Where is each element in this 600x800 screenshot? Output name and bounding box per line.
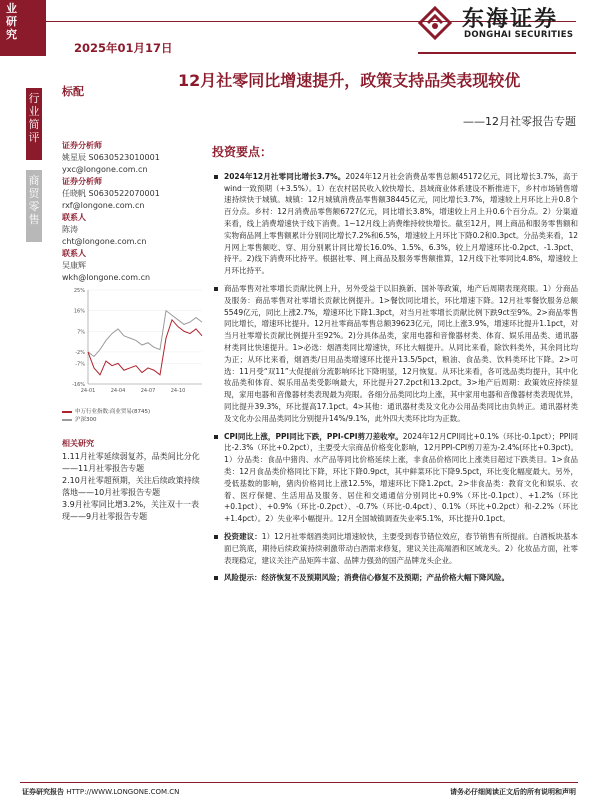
analyst-email[interactable]: rxf@longone.com.cn	[62, 201, 145, 210]
footer-rule	[20, 782, 578, 783]
analyst-name: 任晓帆 S0630522070001	[62, 189, 160, 198]
paragraph-text: 1）12月社零烟酒类同比增速较快，主要受到春节错位效应，春节销售有所提前。白酒板块基本面已筑底，期待后续政策持续刺激带动白酒需求修复，建议关注高端酒和区域龙头。2）化妆品方面，社零表现稳定，建议关注产品矩阵丰富、品牌力强劲的国产品牌龙头企业。	[224, 531, 578, 565]
y-tick-label: 7%	[77, 329, 85, 336]
paragraph-lead: 风险提示：	[224, 573, 262, 583]
paragraph	[212, 171, 578, 277]
footer-url[interactable]: HTTP://WWW.LONGONE.COM.CN	[66, 788, 180, 796]
report-subtitle: ——12月社零报告专题	[463, 115, 576, 128]
legend-swatch	[62, 419, 72, 421]
analyst-block	[62, 176, 202, 212]
analyst-role: 证券分析师	[62, 177, 102, 186]
side-label-industry: 行业简评	[26, 88, 42, 160]
y-tick-label: -2%	[75, 349, 85, 356]
analyst-email[interactable]: wkh@longone.com.cn	[62, 273, 151, 282]
y-tick-label: -7%	[75, 361, 85, 368]
related-research	[62, 438, 204, 523]
price-chart-svg	[62, 284, 207, 406]
related-item[interactable]: 2.10月社零超预期，关注后续政策持续落地——10月社零报告专题	[62, 476, 200, 497]
legend-label: 申万行业指数:商业贸易(8745)	[75, 409, 151, 415]
legend-swatch	[62, 411, 72, 413]
rating: 标配	[62, 85, 84, 98]
company-logo	[418, 0, 578, 48]
analyst-block	[62, 140, 202, 176]
related-title: 相关研究	[62, 439, 94, 448]
paragraph-text: 2024年12月社会消费品零售总额45172亿元，同比增长3.7%，高于wind一致预期（+3.5%）。1）在农村居民收入较快增长、县域商业体系建设不断推进下，乡村市场销售增速持续快于城镇。城镇：12月城镇消费品零售额38445亿元，同比增长3.7%，增速较上月环比上升0.8个百分点。乡村：12月消费品零售额6727亿元，同比增长3.8%，增速较上月上升0.6个百分点。2）分渠道来看，线上消费增速快于线下消费。1~12月线上消费维持较快增长。截至12月，网上商品和服务零售额和实物商品网上零售额累计分别同比增长7.2%和6.5%，增速较上月环比下降0.2和0.3pct。分品类来看，12月网上零售额吃、穿、用分别累计同比增长16.0%、1.5%、6.3%，较上月增速环比-0.2pct、-1.3pct、持平。2)线下消费环比持平。根据社零、网上商品及服务零售额推算，12月线下社零同比4.8%，增速较上月环比持平。	[224, 171, 578, 276]
legend-label: 沪深300	[75, 417, 97, 423]
related-item[interactable]: 1.11月社零延续弱复苏，品类间比分化——11月社零报告专题	[62, 452, 200, 473]
analyst-email[interactable]: yxc@longone.com.cn	[62, 165, 148, 174]
paragraph	[212, 531, 578, 566]
paragraph	[212, 431, 578, 525]
side-label-topic: 商贸零售	[26, 170, 42, 242]
price-chart	[62, 284, 207, 424]
footer-disclaimer-text: 请务必仔细阅读正文后的所有说明和声明	[450, 788, 576, 796]
brand-band-text: 业研究	[6, 2, 17, 41]
footer-disclaimer	[450, 787, 576, 797]
paragraph-lead: 投资建议：	[224, 531, 262, 541]
y-tick-label: -16%	[72, 382, 85, 388]
analyst-role: 证券分析师	[62, 141, 102, 150]
x-tick-label: 24-10	[170, 388, 186, 394]
y-tick-label: 25%	[73, 288, 85, 294]
logo-rule	[418, 52, 576, 54]
x-tick-label: 24-01	[80, 388, 96, 394]
related-item[interactable]: 3.9月社零同比增3.2%，关注双十一表现——9月社零报告专题	[62, 500, 200, 521]
paragraph-text: 经济恢复不及预期风险；消费信心修复不及预期；产品价格大幅下降风险。	[261, 573, 509, 583]
analyst-name: 姚星辰 S0630523010001	[62, 153, 160, 162]
series-line	[88, 311, 202, 357]
logo-mark-icon	[418, 6, 452, 40]
analyst-role: 联系人	[62, 213, 86, 222]
x-tick-label: 24-04	[110, 388, 126, 394]
paragraph-lead: 2024年12月社零同比增长3.7%。	[224, 171, 346, 181]
analyst-name: 陈涛	[62, 225, 78, 234]
paragraph-lead: CPI同比上涨，PPI同比下跌，PPI-CPI剪刀差收窄。	[224, 431, 403, 441]
analyst-role: 联系人	[62, 249, 86, 258]
logo-en-text: DONGHAI SECURITIES	[464, 30, 574, 40]
chart-legend	[62, 408, 212, 424]
footer-label: 证券研究报告	[22, 788, 64, 796]
paragraph	[212, 283, 578, 425]
section-title: 投资要点：	[212, 145, 273, 159]
paragraph-text: 2024年12月CPI同比+0.1%（环比-0.1pct）；PPI同比-2.3%（环比+0.2pct），主要受大宗商品价格变化影响，12月PPI-CPI剪刀差为-2.4%(环比+0.3pct)。1）分品类：食品中猪肉、水产品等同比价格延续上涨，非食品价格同比上涨类目超过下跌类目。1>食品类：12月食品类价格同比下降，环比下降0.9pct，其中鲜菜环比下降9.5pct，环比变化幅度最大。另外，受低基数的影响，猪肉价格同比上涨12.5%，增速环比下降1.2pct。2>非食品类：教育文化和娱乐、衣着、医疗保健、生活用品及服务、居住和交通通信分别同比+0.9%（环比-0.1pct）、+1.2%（环比+0.1pct）、+0.9%（环比-0.2pct）、-0.7%（环比-0.4pct）、0.1%（环比+0.2pct）和-2.2%（环比+1.4pct）。2）失业率小幅提升。12月全国城镇调查失业率5.1%，环比提升0.1pct。	[224, 431, 579, 524]
paragraph-text: 商品零售对社零增长贡献比例上升，另外受益于以旧换新、国补等政策，地产后周期表现亮眼。1）分商品及服务：商品零售对社零增长贡献比例提升。1>餐饮同比增长，环比增速下降。12月社零餐饮服务总额5549亿元，同比上涨2.7%，增速环比下降1.3pct，对当月社零增长贡献比例下跌9ct至9%。2>商品零售同比增长，增速环比提升。12月社零商品零售总额39623亿元，同比上涨3.9%，增速环比提升1.1pct，对当月社零增长贡献比例提升至92%。2)分具体品类，家用电器和音像器材类、体育、娱乐用品类、通讯器材类同比快速提升。1>必选：烟酒类同比增速快，环比大幅提升。从同比来看，除饮料类外，其余同比均为正；从环比来看，烟酒类/日用品类增速环比提升13.5/5pct，粮油、食品类、饮料类环比下降。2>可选：11月受“双11”大促提前分流影响环比下降明显，12月恢复。从环比来看，各可选品类均提升，其中化妆品类和体育、娱乐用品类受影响最大，环比提升27.2pct和13.2pct。3>地产后周期：政策效应持续显现，家用电器和音像器材类表现最为亮眼。各细分品类同比均上涨，其中家用电器和音像器材类表现优异，同比提升39.3%，环比提高17.1pct。4>其他：通讯器材类及文化办公用品类同比由负转正。通讯器材类及文化办公用品类同比分别提升14%/9.1%，此外四大类环比均为正数。	[224, 283, 578, 423]
brand-band	[0, 0, 46, 56]
y-tick-label: 16%	[73, 308, 85, 315]
analyst-email[interactable]: cht@longone.com.cn	[62, 237, 147, 246]
series-line	[88, 320, 202, 375]
analyst-name: 吴康辉	[62, 261, 86, 270]
report-date: 2025年01月17日	[74, 41, 173, 55]
report-title: 12月社零同比增速提升，政策支持品类表现较优	[178, 71, 521, 90]
x-tick-label: 24-07	[140, 388, 156, 394]
footer-left	[22, 787, 179, 797]
legend-item	[62, 416, 212, 424]
main-content	[212, 147, 578, 590]
logo-cn-text: 东海证券	[462, 7, 559, 32]
paragraph	[212, 572, 578, 584]
legend-item	[62, 408, 212, 416]
analyst-block	[62, 212, 202, 248]
analyst-list	[62, 140, 202, 284]
analyst-block	[62, 248, 202, 284]
